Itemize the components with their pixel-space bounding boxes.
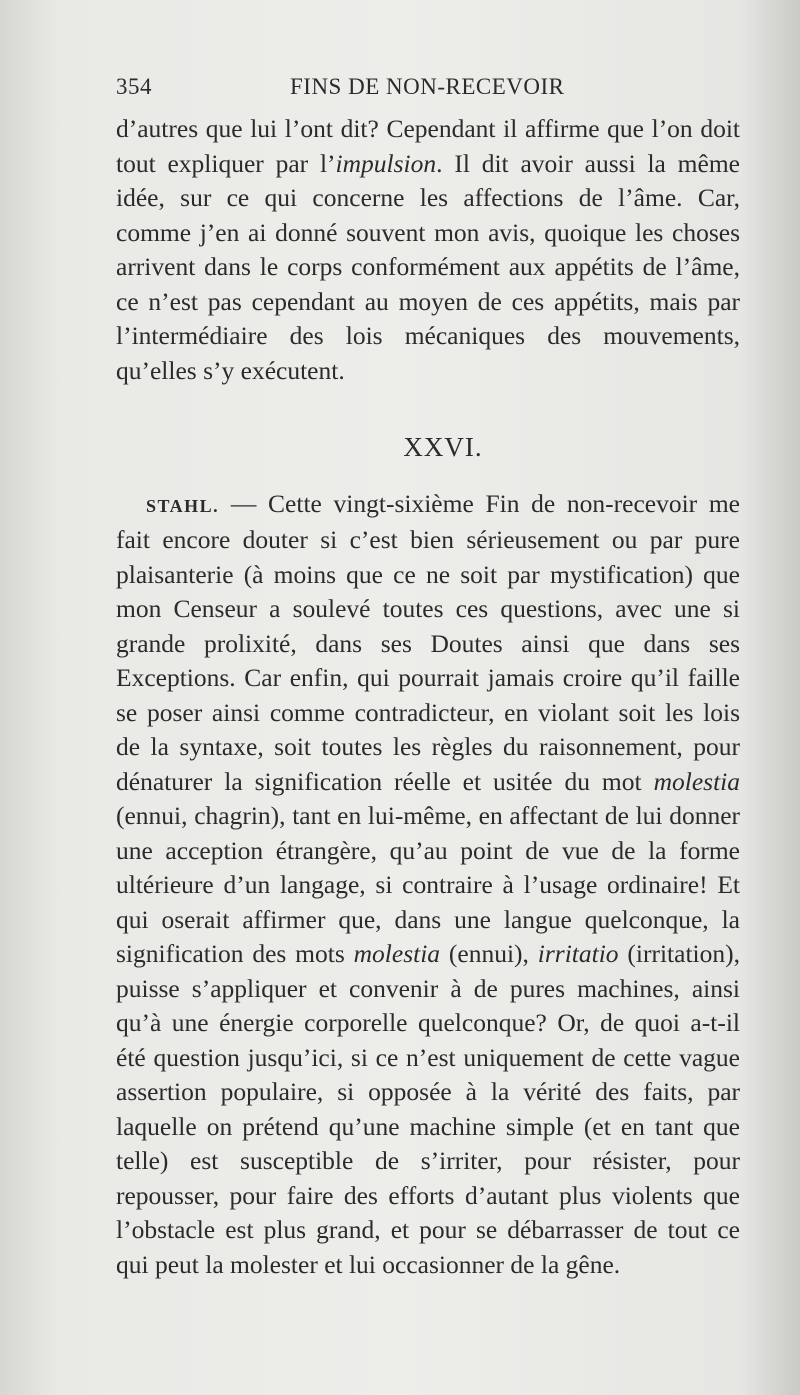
speaker-name: STAHL.	[146, 495, 220, 516]
paragraph-text: — Cette vingt-sixième Fin de non-recevoir me fait encore douter si c’est bien sérieusement ou par pure plaisanterie (à moins que ce ne soit par mystification) que mon Censeur a soulevé toutes ces questions, avec une si grande prolixité, dans ses Doutes ainsi que dans ses Exceptions. Car enfin, qui pourrait jamais croire qu’il faille se poser ainsi comme contradicteur, en violant soit les lois de la syntaxe, soit toutes les règles du raisonnement, pour dénaturer la signification réelle et usitée du mot	[116, 488, 740, 796]
paragraph-text: (ennui),	[440, 939, 538, 968]
paragraph-text: . Il dit avoir aussi la même idée, sur ce qui concerne les affections de l’âme. Car, comme j’en ai donné souvent mon avis, quoique les choses arrivent dans le corps conformément aux appétits de l’âme, ce n’est pas cependant au moyen de ces appétits, mais par l’intermédiaire des lois mécaniques des mouvements, qu’elles s’y exécutent.	[116, 148, 740, 385]
italic-term: irritatio	[537, 939, 619, 968]
page-number: 354	[116, 74, 152, 99]
paragraph-text: d’autres que lui l’ont dit? Cependant il affirme que l’on doit tout expliquer par l’	[116, 114, 740, 178]
paragraph-continued	[116, 112, 740, 388]
paragraph-stahl	[116, 487, 740, 1283]
running-title: FINS DE NON-RECEVOIR	[290, 74, 565, 99]
section-heading: XXVI.	[403, 432, 483, 462]
body-text	[116, 112, 740, 1282]
running-head	[116, 74, 756, 110]
paragraph-text: (ennui, chagrin), tant en lui-même, en affectant de lui donner une acception étrangère, qu’au point de vue de la forme ultérieure d’un langage, si contraire à l’usage ordinaire! Et qui oserait affirmer que, dans une langue quelconque, la signification des mots	[116, 801, 740, 968]
italic-term: impulsion	[335, 148, 437, 178]
paragraph-text: (irritation), puisse s’appliquer et convenir à de pures machines, ainsi qu’à une énergie corporelle quelconque? Or, de quoi a-t-il été question jusqu’ici, si ce n’est uniquement de cette vague assertion populaire, si opposée à la vérité des faits, par laquelle on prétend qu’une machine simple (et en tant que telle) est susceptible de s’irriter, pour résister, pour repousser, pour faire des efforts d’autant plus violents que l’obstacle est plus grand, et pour se débarrasser de tout ce qui peut la molester et lui occasionner de la gêne.	[116, 939, 741, 1279]
italic-term: molestia	[353, 939, 441, 968]
italic-term: molestia	[653, 766, 740, 796]
